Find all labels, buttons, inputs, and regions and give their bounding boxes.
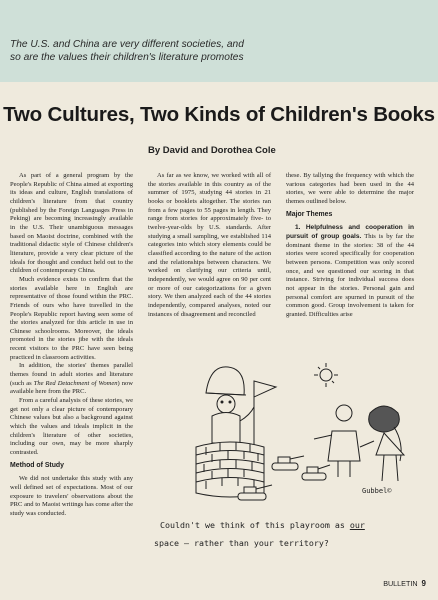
header-band bbox=[0, 0, 438, 82]
article-deck bbox=[10, 38, 310, 64]
caption-underlined-word: our bbox=[349, 520, 365, 530]
paragraph: We did not undertake this study with any well defined set of expectations. Most of our exposure to travelers' observations about the PRC and to Maoist writings has come after the study was conducted. bbox=[10, 475, 133, 517]
paragraph: Much evidence exists to confirm that the stories available here in English are representative of those found within the PRC. Friends of ours who have travelled in the People's Republic report having seen some of the stories analyzed for this article in use in Chinese schoolrooms. Moreover, the ideals promoted in the stories jibe with the ideals recent visitors to the PRC have seen being practiced in classroom activities. bbox=[10, 275, 133, 361]
section-heading-themes: Major Themes bbox=[286, 210, 333, 218]
cartoon-drawing bbox=[148, 343, 414, 513]
caption-text: Couldn't we think of this playroom as bbox=[160, 520, 350, 530]
cartoonist-signature: Gubbel© bbox=[362, 487, 392, 495]
text-column-3 bbox=[286, 172, 414, 320]
paragraph: As part of a general program by the People's Republic of China aimed at exporting its ideas and culture, English translations of children's literature from that country (published by the Foreign Languages Press in Peking) are becoming increasingly available in the U.S. Their unambiguous messages based on Maoist doctrine, combined with the traditional didactic style of Chinese children's literature, provide a very clear picture of the ideals for thought and conduct held out to the children of contemporary China. bbox=[10, 172, 133, 275]
paragraph-text: ) now available here from the PRC. bbox=[10, 379, 133, 396]
paragraph-text: In addition, the stories' themes parallel themes found in adult stories and literature (such as bbox=[10, 362, 133, 387]
page-number: 9 bbox=[421, 579, 426, 588]
cartoon-caption-line-2: space — rather than your territory? bbox=[154, 538, 329, 548]
paragraph bbox=[10, 362, 133, 397]
paragraph-text: This is by far the dominant theme in the stories: 38 of the 44 stories were scored specifically for cooperation between persons. Competition was only scored once, and we questioned our scoring in that instance. Striving for individual success does not appear in the stories. Personal gain and personal comfort are spurned in pursuit of the common good. Group involvement is taken for granted. Difficulties arise bbox=[286, 232, 414, 318]
article-byline: By David and Dorothea Cole bbox=[148, 145, 276, 156]
text-column-2 bbox=[148, 172, 271, 319]
article-title: Two Cultures, Two Kinds of Children's Books bbox=[3, 103, 435, 126]
section-heading-method: Method of Study bbox=[10, 461, 64, 469]
deck-line-1: The U.S. and China are very different societies, and bbox=[10, 39, 244, 50]
cartoon-illustration bbox=[148, 343, 414, 561]
page-footer bbox=[383, 579, 426, 588]
deck-line-2: so are the values their children's literature promotes bbox=[10, 52, 244, 63]
publication-name: BULLETIN bbox=[383, 579, 418, 588]
text-column-1 bbox=[10, 172, 133, 519]
paragraph: From a careful analysis of these stories, we get not only a clear picture of contemporary Chinese values but also a background against which the values and ideals implicit in the children's literature of other societies, including our own, may be more sharply contrasted. bbox=[10, 397, 133, 456]
theme-label: 1. Helpfulness and cooperation in pursuit of group goals. bbox=[286, 224, 414, 240]
book-title-italic: The Red Detachment of Women bbox=[33, 379, 118, 387]
paragraph: As far as we know, we worked with all of the stories available in this country as of the summer of 1975, studying 44 stories in 21 books or booklets altogether. The stories ran from a few pages to 55 pages in length. They range from stories for approximately five- to twelve-year-olds by U.S. standards. After studying a small sampling, we established 114 categories into which story elements could be classified according to the nature of the action and the relationships between characters. We worked on clarifying our criteria until, independently, we would agree on 90 per cent or more of our categorizations for a given story. We then analyzed each of the 44 stories independently, compared analyses, noted our instances of disagreement and reconciled bbox=[148, 172, 271, 318]
cartoon-caption-line-1 bbox=[160, 520, 365, 530]
paragraph: these. By tallying the frequency with which the various categories had been used in the 44 stories, we were able to determine the major themes outlined below. bbox=[286, 172, 414, 205]
paragraph bbox=[286, 224, 414, 319]
